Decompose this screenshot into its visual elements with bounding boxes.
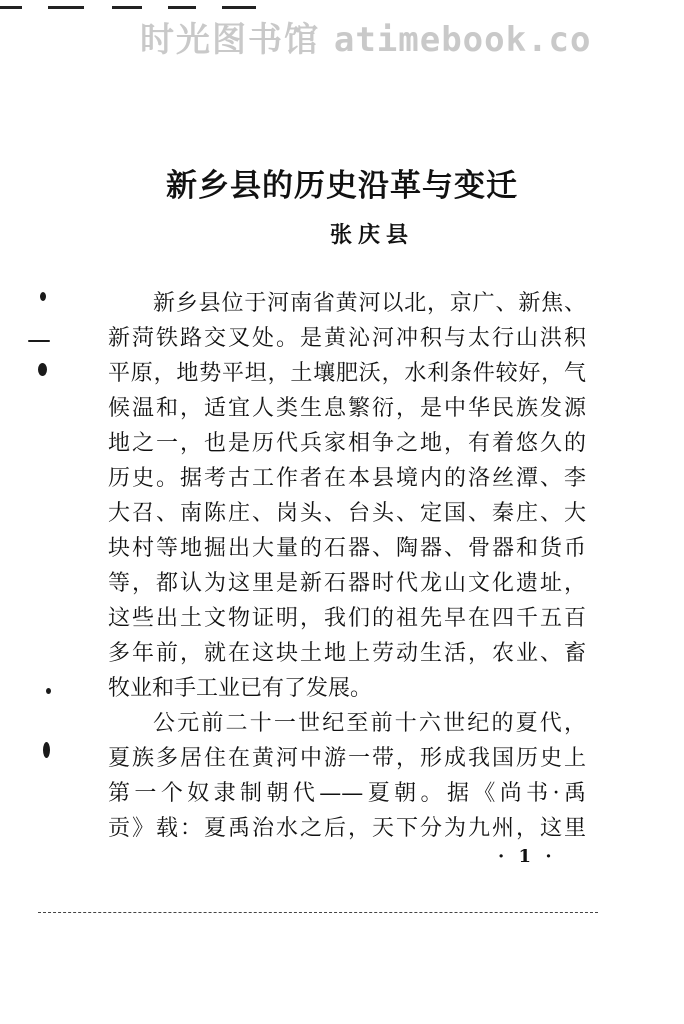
binding-hole-mark bbox=[28, 340, 50, 342]
author: 张庆县 bbox=[329, 223, 414, 248]
paragraph-line: 大召、南陈庄、岗头、台头、定国、秦庄、大 bbox=[108, 501, 586, 526]
watermark bbox=[140, 12, 591, 61]
paragraph-line: 块村等地掘出大量的石器、陶器、骨器和货币 bbox=[108, 536, 586, 561]
paragraph-line: 多年前，就在这块土地上劳动生活，农业、畜 bbox=[108, 641, 586, 666]
paragraph-line: 第一个奴隶制朝代——夏朝。据《尚书·禹 bbox=[108, 781, 586, 806]
binding-hole-mark bbox=[46, 688, 51, 694]
top-border-dashes bbox=[0, 6, 260, 10]
bottom-rule bbox=[38, 912, 598, 913]
paragraph-line: 这些出土文物证明，我们的祖先早在四千五百 bbox=[108, 606, 586, 631]
paragraph-line: 候温和，适宜人类生息繁衍，是中华民族发源 bbox=[108, 396, 586, 421]
paragraph-line: 新菏铁路交叉处。是黄沁河冲积与太行山洪积 bbox=[108, 326, 586, 351]
paragraph-line: 新乡县位于河南省黄河以北，京广、新焦、 bbox=[153, 291, 586, 316]
page-title: 新乡县的历史沿革与变迁 bbox=[166, 168, 518, 204]
paragraph-line: 平原，地势平坦，土壤肥沃，水利条件较好，气 bbox=[108, 361, 586, 386]
paragraph-line: 历史。据考古工作者在本县境内的洛丝潭、李 bbox=[108, 466, 586, 491]
paragraph-line: 夏族多居住在黄河中游一带，形成我国历史上 bbox=[108, 746, 586, 771]
paragraph-line: 地之一，也是历代兵家相争之地，有着悠久的 bbox=[108, 431, 586, 456]
paragraph-line: 贡》载：夏禹治水之后，天下分为九州，这里 bbox=[108, 816, 586, 841]
binding-hole-mark bbox=[38, 363, 47, 376]
paragraph-line: 公元前二十一世纪至前十六世纪的夏代， bbox=[153, 711, 586, 736]
watermark-cn: 时光图书馆 bbox=[140, 20, 320, 60]
binding-hole-mark bbox=[40, 292, 46, 301]
paragraph-line: 等，都认为这里是新石器时代龙山文化遗址， bbox=[108, 571, 586, 596]
binding-hole-mark bbox=[43, 742, 50, 758]
watermark-url: atimebook.co bbox=[333, 20, 592, 60]
paragraph-line: 牧业和手工业已有了发展。 bbox=[108, 676, 373, 701]
page-number: · 1 · bbox=[498, 846, 556, 867]
